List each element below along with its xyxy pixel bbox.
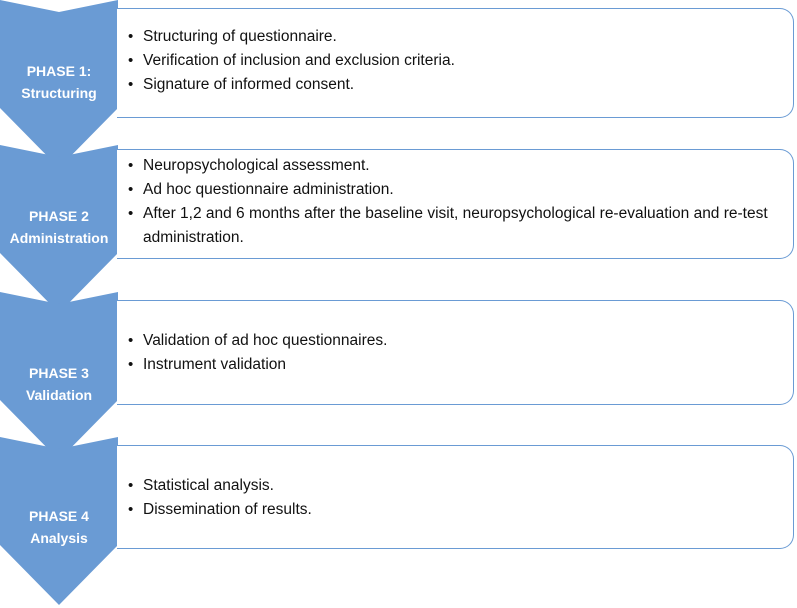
phase-3-item: • Instrument validation xyxy=(117,353,793,377)
phase-2-item: • Neuropsychological assessment. xyxy=(117,154,793,178)
phase-4-list xyxy=(117,474,793,522)
phase-3-item: • Validation of ad hoc questionnaires. xyxy=(117,329,793,353)
phase-1-item: • Signature of informed consent. xyxy=(117,73,793,97)
phase-2-label xyxy=(0,205,118,249)
phase-3-subtitle: Validation xyxy=(25,387,93,403)
phase-2-box xyxy=(117,149,794,259)
phase-1-label xyxy=(0,60,118,104)
phase-2-list xyxy=(117,154,793,250)
phase-2-title: PHASE 2 xyxy=(29,208,89,224)
phase-2-item: • After 1,2 and 6 months after the baseline visit, neuropsychological re-evaluation and re-test administration. xyxy=(117,202,793,250)
phase-1-subtitle: Structuring xyxy=(21,85,97,101)
phase-4-title: PHASE 4 xyxy=(29,508,89,524)
phase-4 xyxy=(0,437,797,607)
phase-4-item: • Dissemination of results. xyxy=(117,498,793,522)
phase-1-list xyxy=(117,25,793,97)
phase-4-item: • Statistical analysis. xyxy=(117,474,793,498)
phase-3-label xyxy=(0,362,118,406)
phase-2-subtitle: Administration xyxy=(9,230,109,246)
phase-2 xyxy=(0,145,797,315)
phase-1-title: PHASE 1: xyxy=(26,63,92,79)
phase-3-title: PHASE 3 xyxy=(29,365,89,381)
phase-1-item: • Verification of inclusion and exclusion criteria. xyxy=(117,49,793,73)
phase-2-item: • Ad hoc questionnaire administration. xyxy=(117,178,793,202)
phase-4-box xyxy=(117,445,794,549)
phase-1-item: • Structuring of questionnaire. xyxy=(117,25,793,49)
phase-4-label xyxy=(0,505,118,549)
phase-4-subtitle: Analysis xyxy=(30,530,88,546)
phase-3-list xyxy=(117,329,793,377)
phase-1-box xyxy=(117,8,794,118)
phase-3-box xyxy=(117,300,794,405)
